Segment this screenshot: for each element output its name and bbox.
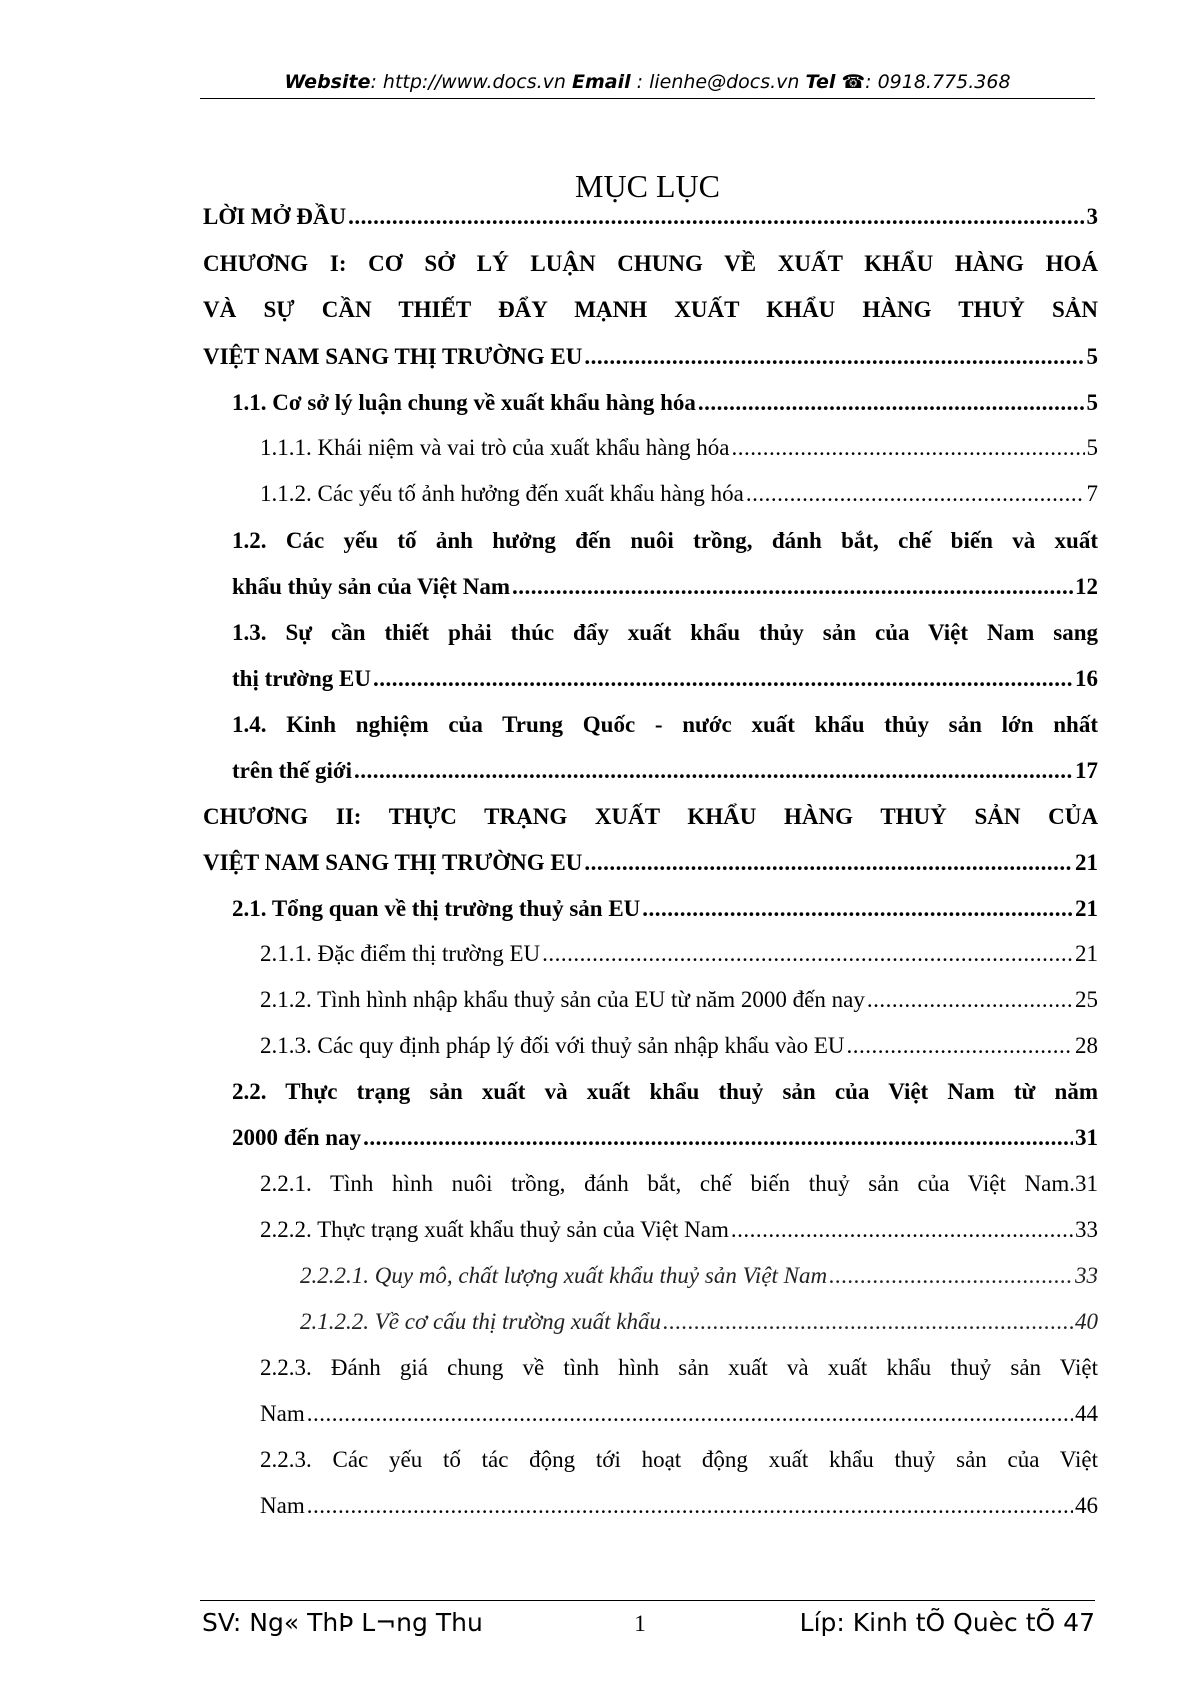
toc-entry-2-2-3b-line-2[interactable]: Nam ..... 46 [260, 1490, 1098, 1522]
tel-value: ☎: 0918.775.368 [835, 71, 1011, 93]
footer-class: Líp: Kinh tÕ Quèc tÕ 47 [799, 1608, 1095, 1637]
toc-entry-chuong-1-line-3[interactable]: VIỆT NAM SANG THỊ TRƯỜNG EU ..... 5 [203, 341, 1098, 373]
footer-page-number: 1 [634, 1611, 646, 1636]
toc-entry-1-4-line-1[interactable]: 1.4. Kinh nghiệm của Trung Quốc - nước xuất khẩu thủy sản lớn nhất [232, 712, 1098, 737]
toc-entry-2-2-line-2[interactable]: 2000 đến nay ..... 31 [232, 1122, 1098, 1154]
toc-entry-1-3-line-1[interactable]: 1.3. Sự cần thiết phải thúc đẩy xuất khẩu thủy sản của Việt Nam sang [232, 620, 1098, 645]
toc-entry-2-1[interactable]: 2.1. Tổng quan về thị trường thuỷ sản EU ..... 21 [232, 893, 1098, 925]
toc-entry-1-1-2[interactable]: 1.1.2. Các yếu tố ảnh hưởng đến xuất khẩu hàng hóa ..... 7 [260, 478, 1098, 510]
header-divider [200, 98, 1095, 99]
toc-entry-2-1-1[interactable]: 2.1.1. Đặc điểm thị trường EU ..... 21 [260, 938, 1098, 970]
page-header [200, 70, 1095, 94]
website-label: Website [284, 71, 371, 93]
toc-entry-1-3-line-2[interactable]: thị trường EU ..... 16 [232, 663, 1098, 695]
tel-label: Tel [805, 71, 836, 93]
toc-entry-loi-mo-dau[interactable]: LỜI MỞ ĐẦU ..... 3 [203, 201, 1098, 233]
email-label: Email [571, 71, 631, 93]
toc-entry-1-2-line-1[interactable]: 1.2. Các yếu tố ảnh hưởng đến nuôi trồng, đánh bắt, chế biến và xuất [232, 528, 1098, 553]
page-title: MỤC LỤC [575, 168, 720, 204]
footer-student-name: SV: Ng« ThÞ L¬ng Thu [202, 1608, 483, 1637]
toc-entry-2-1-2-2[interactable]: 2.1.2.2. Về cơ cấu thị trường xuất khẩu ..... 40 [300, 1306, 1098, 1338]
toc-entry-2-1-3[interactable]: 2.1.3. Các quy định pháp lý đối với thuỷ sản nhập khẩu vào EU ..... 28 [260, 1030, 1098, 1062]
toc-entry-2-1-2[interactable]: 2.1.2. Tình hình nhập khẩu thuỷ sản của EU từ năm 2000 đến nay ..... 25 [260, 984, 1098, 1016]
toc-entry-2-2-3a-line-2[interactable]: Nam ..... 44 [260, 1398, 1098, 1430]
toc-entry-chuong-1-line-2[interactable]: VÀ SỰ CẦN THIẾT ĐẨY MẠNH XUẤT KHẨU HÀNG THUỶ SẢN [203, 297, 1098, 322]
toc-entry-1-1-1[interactable]: 1.1.1. Khái niệm và vai trò của xuất khẩu hàng hóa ..... 5 [260, 432, 1098, 464]
toc-entry-2-2-line-1[interactable]: 2.2. Thực trạng sản xuất và xuất khẩu thuỷ sản của Việt Nam từ năm [232, 1079, 1098, 1104]
toc-entry-chuong-1-line-1[interactable]: CHƯƠNG I: CƠ SỞ LÝ LUẬN CHUNG VỀ XUẤT KHẨU HÀNG HOÁ [203, 251, 1098, 276]
toc-entry-2-2-3b-line-1[interactable]: 2.2.3. Các yếu tố tác động tới hoạt động xuất khẩu thuỷ sản của Việt [260, 1447, 1098, 1472]
footer-divider [200, 1600, 1095, 1601]
website-value[interactable]: : http://www.docs.vn [370, 71, 572, 93]
email-value[interactable]: : lienhe@docs.vn [630, 71, 806, 93]
toc-entry-2-2-3a-line-1[interactable]: 2.2.3. Đánh giá chung về tình hình sản xuất và xuất khẩu thuỷ sản Việt [260, 1355, 1098, 1380]
toc-entry-2-2-2-1[interactable]: 2.2.2.1. Quy mô, chất lượng xuất khẩu thuỷ sản Việt Nam ..... 33 [300, 1260, 1098, 1292]
toc-entry-1-2-line-2[interactable]: khẩu thủy sản của Việt Nam ..... 12 [232, 571, 1098, 603]
toc-entry-chuong-2-line-2[interactable]: VIỆT NAM SANG THỊ TRƯỜNG EU ..... 21 [203, 847, 1098, 879]
toc-entry-2-2-1[interactable]: 2.2.1. Tình hình nuôi trồng, đánh bắt, chế biến thuỷ sản của Việt Nam.31 [260, 1171, 1098, 1196]
toc-entry-1-4-line-2[interactable]: trên thế giới ..... 17 [232, 755, 1098, 787]
toc-entry-chuong-2-line-1[interactable]: CHƯƠNG II: THỰC TRẠNG XUẤT KHẨU HÀNG THUỶ SẢN CỦA [203, 804, 1098, 829]
toc-entry-2-2-2[interactable]: 2.2.2. Thực trạng xuất khẩu thuỷ sản của Việt Nam ..... 33 [260, 1214, 1098, 1246]
toc-entry-1-1[interactable]: 1.1. Cơ sở lý luận chung về xuất khẩu hàng hóa ..... 5 [232, 387, 1098, 419]
